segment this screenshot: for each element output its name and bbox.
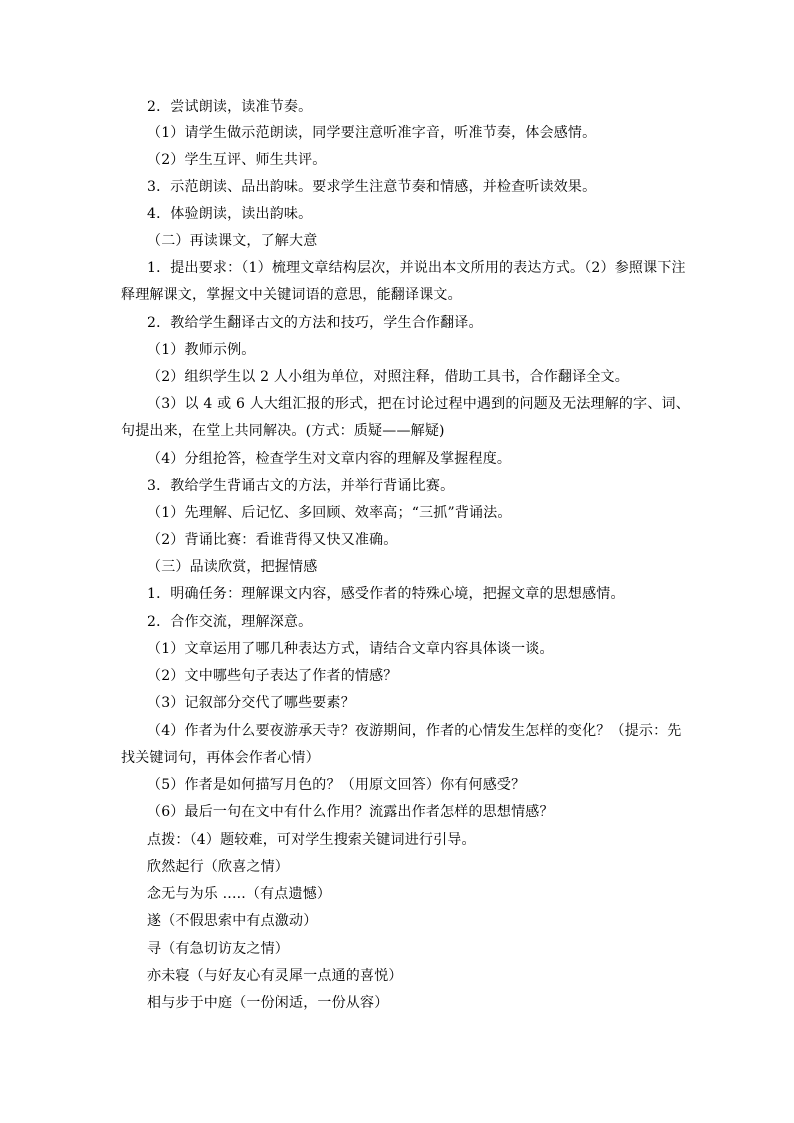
text-line: 句提出来，在堂上共同解决。(方式：质疑——解疑) [121,423,445,439]
text-line: 相与步于中庭（一份闲适，一份从容） [147,995,389,1011]
text-line: 点拨：（4）题较难，可对学生搜索关键词进行引导。 [147,832,476,848]
text-line: 欣然起行（欣喜之情） [147,859,289,875]
section-heading: （二）再读课文，了解大意 [147,233,318,249]
text-line: 亦未寝（与好友心有灵犀一点通的喜悦） [147,968,403,984]
text-line: （1）先理解、后记忆、多回顾、效率高；“三抓”背诵法。 [147,505,512,521]
section-heading: （三）品读欣赏，把握情感 [147,559,318,575]
text-line: 1．提出要求：（1）梳理文章结构层次，并说出本文所用的表达方式。（2）参照课下注 [147,260,686,276]
text-line: （2）组织学生以 2 人小组为单位，对照注释，借助工具书，合作翻译全文。 [147,369,629,385]
text-line: 找关键词句，再体会作者心情） [121,750,320,766]
text-line: 2．尝试朗读，读准节奏。 [147,99,313,115]
text-line: （6）最后一句在文中有什么作用？流露出作者怎样的思想情感？ [147,804,554,820]
text-line: 4．体验朗读，读出韵味。 [147,206,313,222]
text-line: （2）学生互评、师生共评。 [147,152,327,168]
text-line: 2．合作交流，理解深意。 [147,614,313,630]
text-line: （4）分组抢答，检查学生对文章内容的理解及掌握程度。 [147,451,512,467]
text-line: （2）背诵比赛：看谁背得又快又准确。 [147,532,398,548]
text-line: （1）教师示例。 [147,342,256,358]
text-line: （2）文中哪些句子表达了作者的情感？ [147,668,398,684]
text-line: 遂（不假思索中有点激动） [147,913,318,929]
text-line: （1）请学生做示范朗读，同学要注意听准字音，听准节奏，体会感情。 [147,125,597,141]
text-line: 释理解课文，掌握文中关键词语的意思，能翻译课文。 [121,287,462,303]
text-line: （3）以 4 或 6 人大组汇报的形式，把在讨论过程中遇到的问题及无法理解的字、词、 [147,396,690,412]
text-line: 寻（有急切访友之情） [147,941,289,957]
text-line: 念无与为乐 .....（有点遗憾） [147,886,332,902]
text-line: （5）作者是如何描写月色的？（用原文回答）你有何感受？ [147,777,526,793]
text-line: （4）作者为什么要夜游承天寺？夜游期间，作者的心情发生怎样的变化？（提示：先 [147,723,682,739]
text-line: （3）记叙部分交代了哪些要素？ [147,695,355,711]
text-line: 1．明确任务：理解课文内容，感受作者的特殊心境，把握文章的思想感情。 [147,586,625,602]
text-line: 3．示范朗读、品出韵味。要求学生注意节奏和情感，并检查听读效果。 [147,179,597,195]
text-line: 2．教给学生翻译古文的方法和技巧，学生合作翻译。 [147,315,483,331]
text-line: （1）文章运用了哪几种表达方式，请结合文章内容具体谈一谈。 [147,641,554,657]
text-line: 3．教给学生背诵古文的方法，并举行背诵比赛。 [147,478,455,494]
